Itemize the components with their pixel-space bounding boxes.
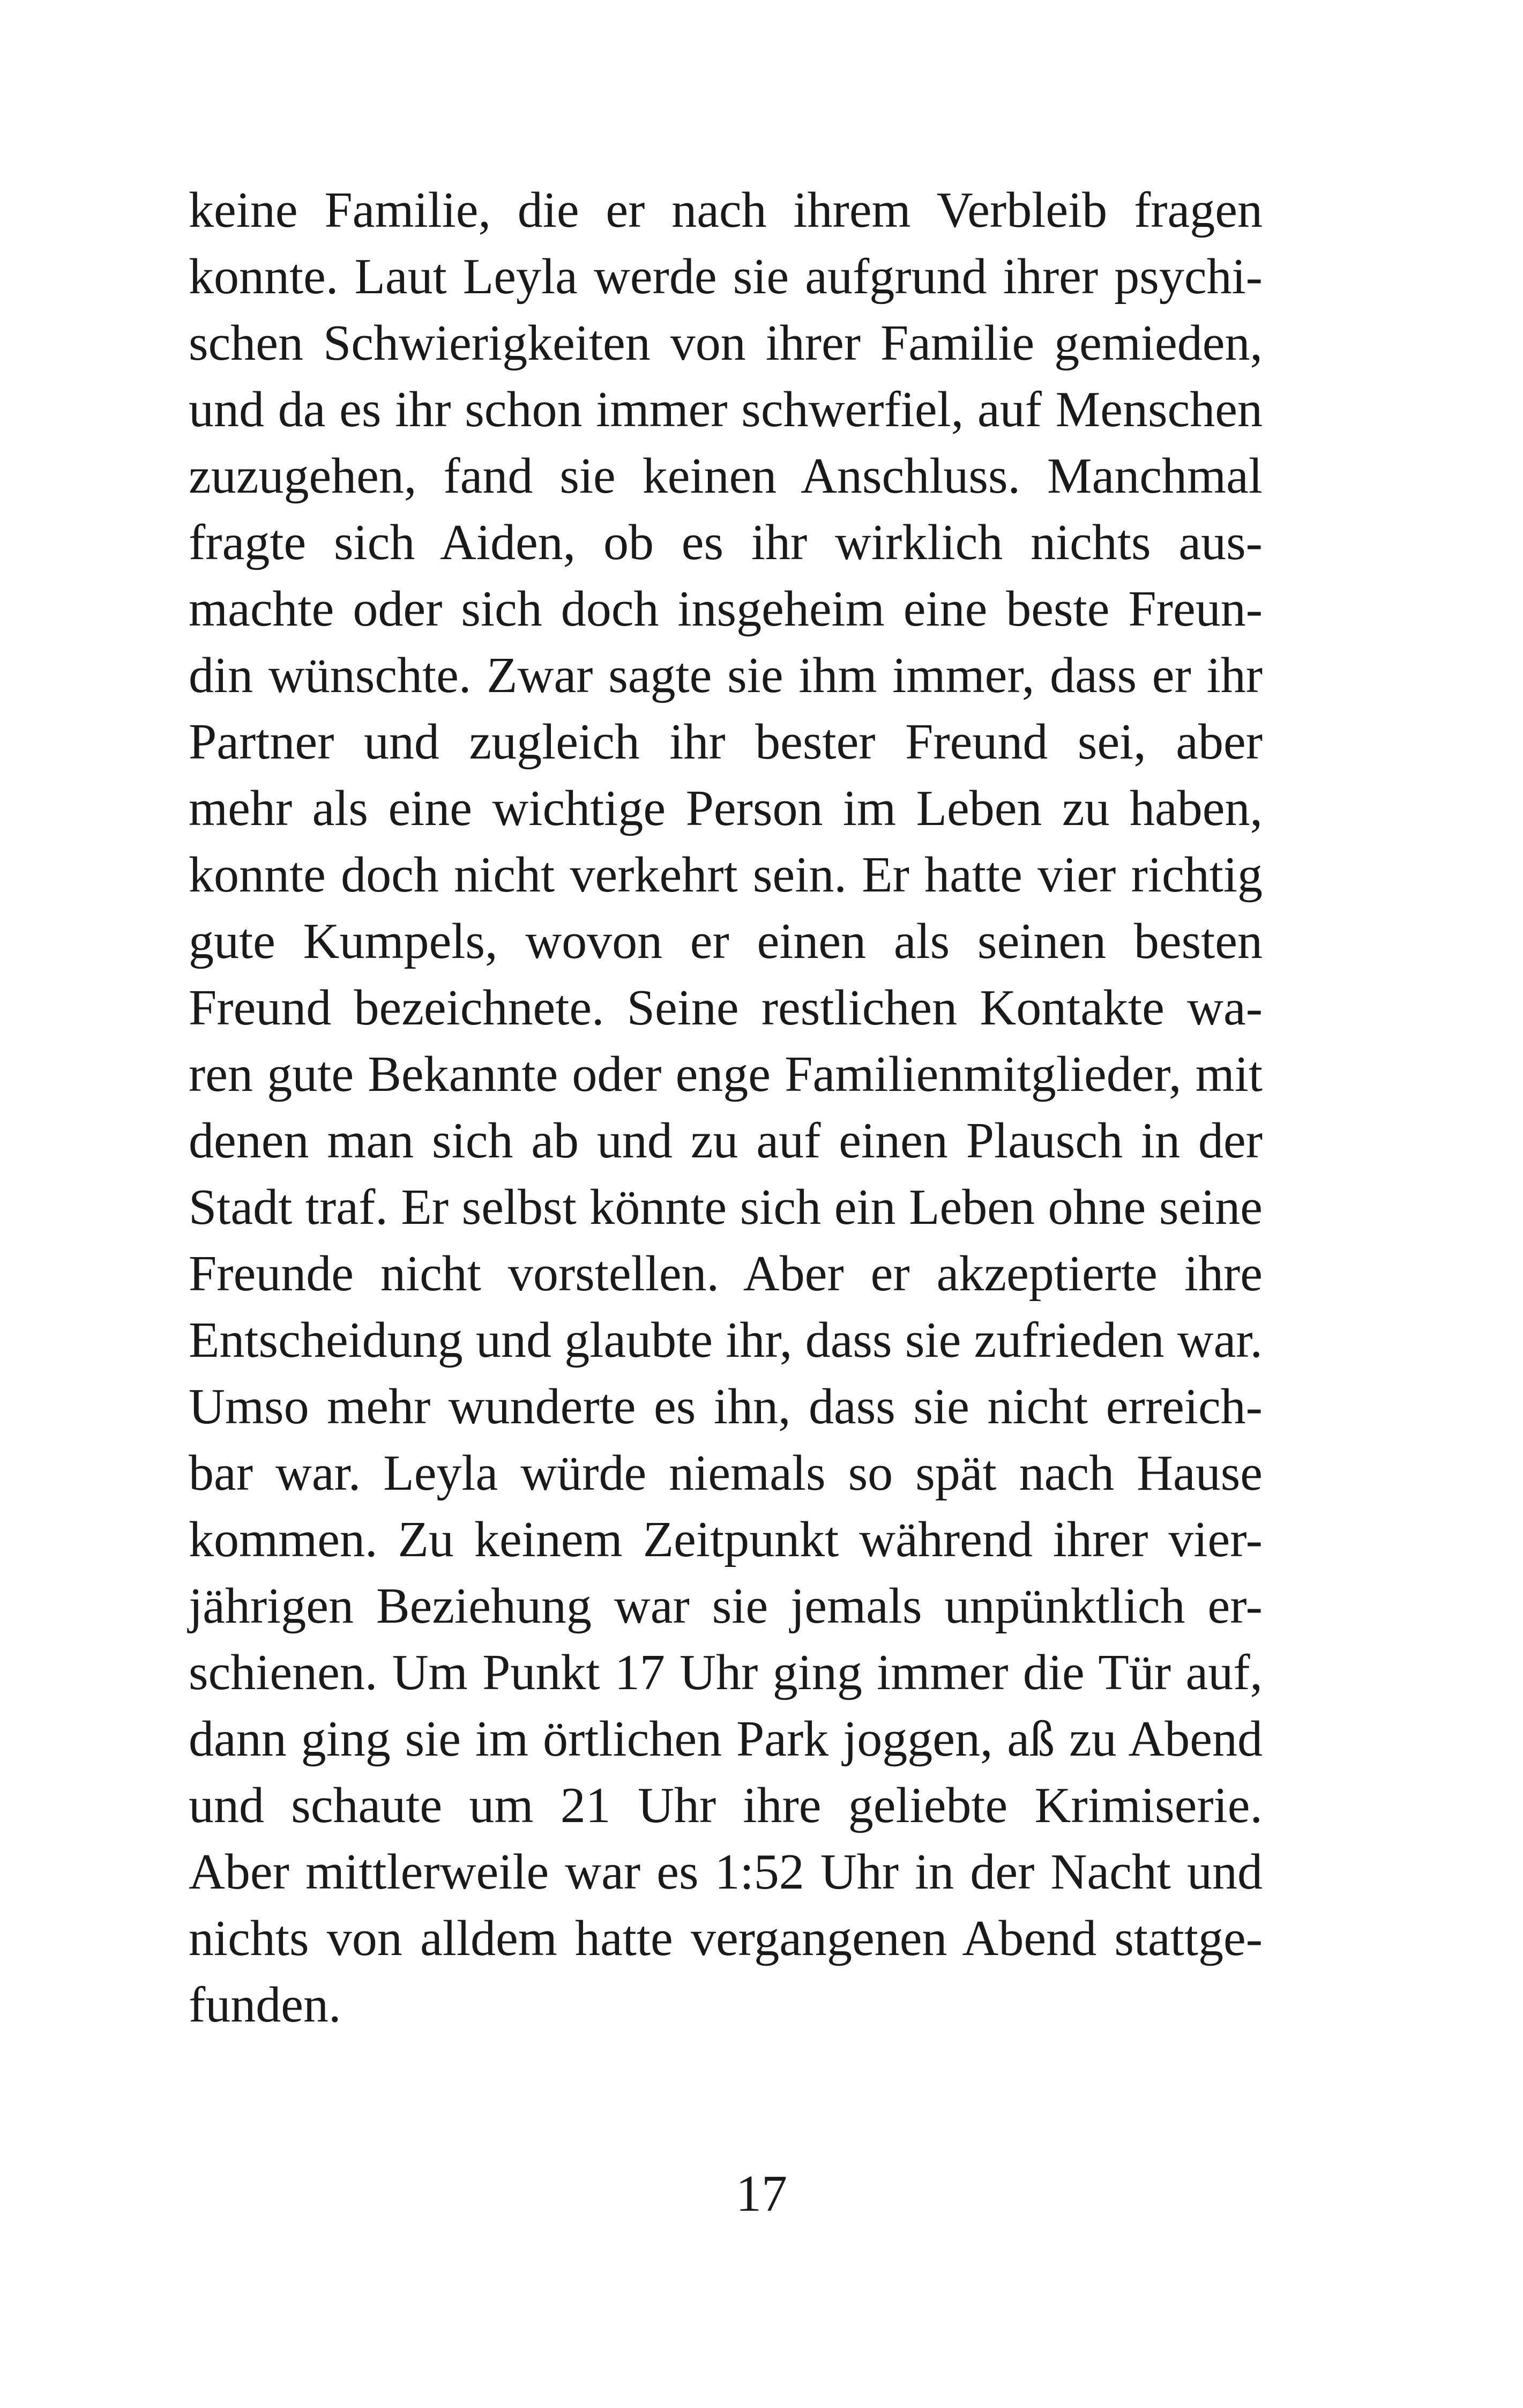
text-line-8: din wünschte. Zwar sagte sie ihm immer, dass er ihr: [189, 648, 1263, 703]
text-line-1: keine Familie, die er nach ihrem Verbleib fragen: [189, 182, 1263, 238]
text-line-7: machte oder sich doch insgeheim eine beste Freun-: [189, 581, 1263, 637]
text-line-17: Freunde nicht vorstellen. Aber er akzeptierte ihre: [189, 1246, 1263, 1302]
text-line-3: schen Schwierigkeiten von ihrer Familie gemieden,: [189, 315, 1263, 371]
page-number: 17: [736, 2165, 787, 2222]
text-line-16: Stadt traf. Er selbst könnte sich ein Leben ohne seine: [189, 1179, 1263, 1235]
text-line-22: jährigen Beziehung war sie jemals unpünktlich er-: [189, 1578, 1263, 1634]
text-line-28: funden.: [189, 1977, 341, 2033]
text-line-15: denen man sich ab und zu auf einen Plausch in der: [189, 1113, 1263, 1169]
text-line-24: dann ging sie im örtlichen Park joggen, aß zu Abend: [189, 1711, 1263, 1767]
text-line-20: bar war. Leyla würde niemals so spät nach Hause: [189, 1445, 1263, 1501]
text-line-26: Aber mittlerweile war es 1:52 Uhr in der Nacht und: [189, 1844, 1263, 1900]
text-line-14: ren gute Bekannte oder enge Familienmitglieder, mit: [189, 1046, 1263, 1102]
text-line-9: Partner und zugleich ihr bester Freund sei, aber: [189, 714, 1263, 770]
text-line-13: Freund bezeichnete. Seine restlichen Kontakte wa-: [189, 980, 1263, 1036]
text-line-21: kommen. Zu keinem Zeitpunkt während ihrer vier-: [189, 1512, 1263, 1567]
text-line-6: fragte sich Aiden, ob es ihr wirklich nichts aus-: [189, 515, 1263, 570]
text-line-5: zuzugehen, fand sie keinen Anschluss. Manchmal: [189, 448, 1263, 504]
text-line-27: nichts von alldem hatte vergangenen Abend stattge-: [189, 1911, 1263, 1966]
text-line-11: konnte doch nicht verkehrt sein. Er hatte vier richtig: [189, 847, 1263, 903]
text-line-19: Umso mehr wunderte es ihn, dass sie nicht erreich-: [189, 1379, 1263, 1435]
text-line-10: mehr als eine wichtige Person im Leben zu haben,: [189, 781, 1263, 836]
text-line-2: konnte. Laut Leyla werde sie aufgrund ihrer psychi-: [189, 249, 1263, 304]
text-line-4: und da es ihr schon immer schwerfiel, auf Menschen: [189, 382, 1263, 437]
text-line-25: und schaute um 21 Uhr ihre geliebte Krimiserie.: [189, 1778, 1263, 1833]
text-line-23: schienen. Um Punkt 17 Uhr ging immer die Tür auf,: [189, 1645, 1263, 1700]
text-line-12: gute Kumpels, wovon er einen als seinen besten: [189, 913, 1263, 969]
body-text: [189, 177, 1263, 2038]
text-line-18: Entscheidung und glaubte ihr, dass sie zufrieden war.: [189, 1312, 1263, 1368]
